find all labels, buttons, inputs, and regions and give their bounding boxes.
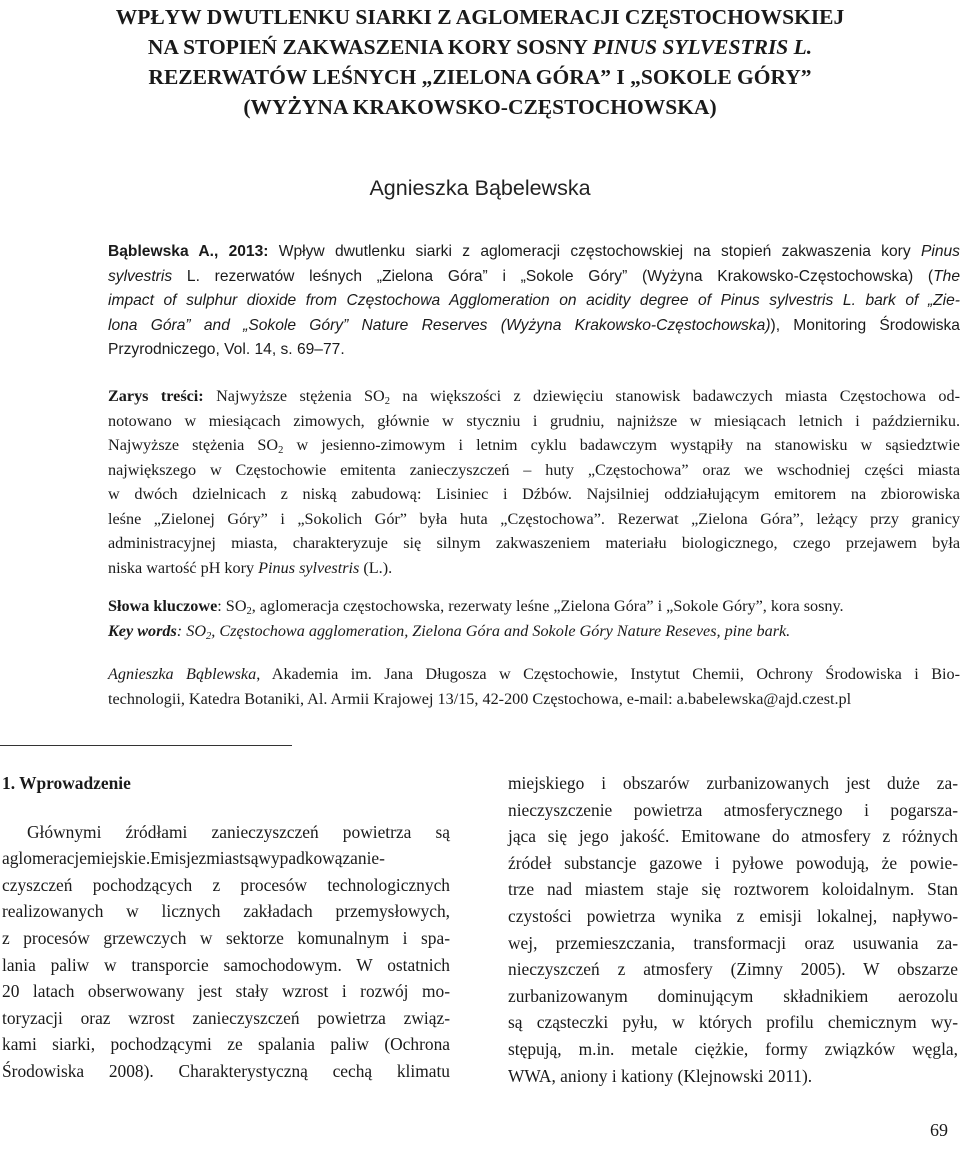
abstract-label: Zarys treści: <box>108 387 204 405</box>
keywords-en: Key words: $SO_2$, Częstochowa agglomeration, Zielona Góra and Sokole Góry Nature Reseves, pine bark. <box>108 621 791 642</box>
body-line: toryzacji oraz wzrost zanieczyszczeń powietrza związ- <box>2 1007 450 1028</box>
citation-line: sylvestris L. rezerwatów leśnych „Zielona Góra” i „Sokole Góry” (Wyżyna Krakowsko-Częstochowska) (The <box>108 267 960 285</box>
body-line: Głównymi źródłami zanieczyszczeń powietrza są <box>27 821 450 842</box>
abstract-line: w dwóch dzielnicach z niską zabudową: Lisiniec i Dźbów. Najsilniej oddziałującym emitorem na zbiorowiska <box>108 485 960 503</box>
title-line-1: WPŁYW DWUTLENKU SIARKI Z AGLOMERACJI CZĘSTOCHOWSKIEJ <box>115 5 845 29</box>
body-line: miejskiego i obszarów zurbanizowanych jest duże za- <box>508 773 958 793</box>
body-line: lania paliw w transporcie samochodowym. W ostatnich <box>2 954 450 975</box>
affiliation-line: Agnieszka Bąblewska, Akademia im. Jana Długosza w Częstochowie, Instytut Chemii, Ochrony Środowiska i Bio- <box>108 665 960 683</box>
abstract-line: Najwyższe stężenia $SO_2$ w jesienno-zimowym i letnim cyklu badawczym wystąpiły na stanowisku w sąsiedztwie <box>108 436 960 457</box>
body-line: realizowanych w licznych zakładach przemysłowych, <box>2 901 450 922</box>
body-line: czystości powietrza wynika z emisji lokalnej, napływo- <box>508 905 958 926</box>
affiliation-line: technologii, Katedra Botaniki, Al. Armii Krajowej 13/15, 42-200 Częstochowa, e-mail: a.babelewska@ajd.czest.pl <box>108 689 852 708</box>
citation-line: impact of sulphur dioxide from Częstochowa Agglomeration on acidity degree of Pinus sylvestris L. bark of „Zie- <box>108 292 960 309</box>
body-line: aglomeracjemiejskie.Emisjezmiastsąwypadkowązanie- <box>2 848 385 869</box>
paper-title <box>0 2 960 122</box>
title-line-4: (WYŻYNA KRAKOWSKO-CZĘSTOCHOWSKA) <box>243 95 717 119</box>
abstract-line: notowano w miesiącach zimowych, głównie w styczniu i grudniu, najniższe w miesiącach letnich i październiku. <box>108 411 960 430</box>
footnote-divider <box>0 745 292 746</box>
body-line: z procesów grzewczych w sektorze komunalnym i spa- <box>2 927 450 948</box>
body-line: trze nad miastem staje się roztworem koloidalnym. Stan <box>508 879 958 900</box>
body-line: WWA, aniony i kationy (Klejnowski 2011). <box>508 1065 813 1086</box>
abstract-line: leśne „Zielonej Góry” i „Sokolich Gór” była huta „Częstochowa”. Rezerwat „Zielona Góra”, leżący przy granicy <box>108 509 960 528</box>
body-line: czyszczeń pochodzących z procesów technologicznych <box>2 874 450 895</box>
body-line: jąca się jego jakość. Emitowane do atmosfery z różnych <box>508 826 958 847</box>
body-line: wej, przemieszczania, transformacji oraz usuwania za- <box>508 932 958 953</box>
abstract-line: największego w Częstochowie emitenta zanieczyszczeń – huty „Częstochowa” oraz we wschodniej części miasta <box>108 460 960 479</box>
body-line: nieczyszczeń z atmosfery (Zimny 2005). W obszarze <box>508 959 958 980</box>
right-column <box>508 770 958 1089</box>
title-line-2: NA STOPIEŃ ZAKWASZENIA KORY SOSNY PINUS SYLVESTRIS L. <box>147 35 813 59</box>
abstract-line: administracyjnej miasta, charakteryzuje się silnym zakwaszeniem materiału biologicznego, czego przejawem była <box>108 534 960 552</box>
author-name: Agnieszka Bąbelewska <box>369 176 591 200</box>
body-line: Środowiska 2008). Charakterystyczną cechą klimatu <box>2 1060 450 1081</box>
abstract-line: Zarys treści: Najwyższe stężenia $SO_2$ na większości z dziewięciu stanowisk badawczych miasta Częstochowa od- <box>108 387 960 408</box>
body-line: są cząsteczki pyłu, w których profilu chemicznym wy- <box>508 1012 958 1033</box>
body-line: stępują, m.in. metale ciężkie, formy związków węgla, <box>508 1038 958 1059</box>
keywords <box>108 594 960 643</box>
body-line: kami siarki, pochodzącymi ze spalania paliw (Ochrona <box>2 1034 450 1055</box>
affiliation <box>108 662 960 711</box>
body-line: źródeł substancje gazowe i pyłowe powodują, że powie- <box>508 852 958 873</box>
title-line-3: REZERWATÓW LEŚNYCH „ZIELONA GÓRA” I „SOKOLE GÓRY” <box>148 65 812 89</box>
section-heading: 1. Wprowadzenie <box>2 773 131 793</box>
abstract-line: niska wartość pH kory Pinus sylvestris (L.). <box>108 558 393 577</box>
body-line: zurbanizowanym dominującym składnikiem aerozolu <box>508 985 958 1006</box>
keywords-pl: Słowa kluczowe: $SO_2$, aglomeracja częstochowska, rezerwaty leśne „Zielona Góra” i „Sokole Góry”, kora sosny. <box>108 597 844 618</box>
abstract <box>108 384 960 580</box>
body-line: 20 latach obserwowany jest stały wzrost i rozwój mo- <box>2 981 450 1002</box>
page-number: 69 <box>930 1120 948 1140</box>
citation-line: Bąblewska A., 2013: Wpływ dwutlenku siarki z aglomeracji częstochowskiej na stopień zakwaszenia kory Pinus <box>108 243 960 260</box>
citation-line: Przyrodniczego, Vol. 14, s. 69–77. <box>108 341 345 358</box>
body-line: nieczyszczenie powietrza atmosferycznego i pogarsza- <box>508 799 958 820</box>
citation <box>108 240 960 363</box>
citation-line: lona Góra” and „Sokole Góry” Nature Reserves (Wyżyna Krakowsko-Częstochowska)), Monitoring Środowiska <box>108 316 960 334</box>
left-column <box>2 770 450 1085</box>
